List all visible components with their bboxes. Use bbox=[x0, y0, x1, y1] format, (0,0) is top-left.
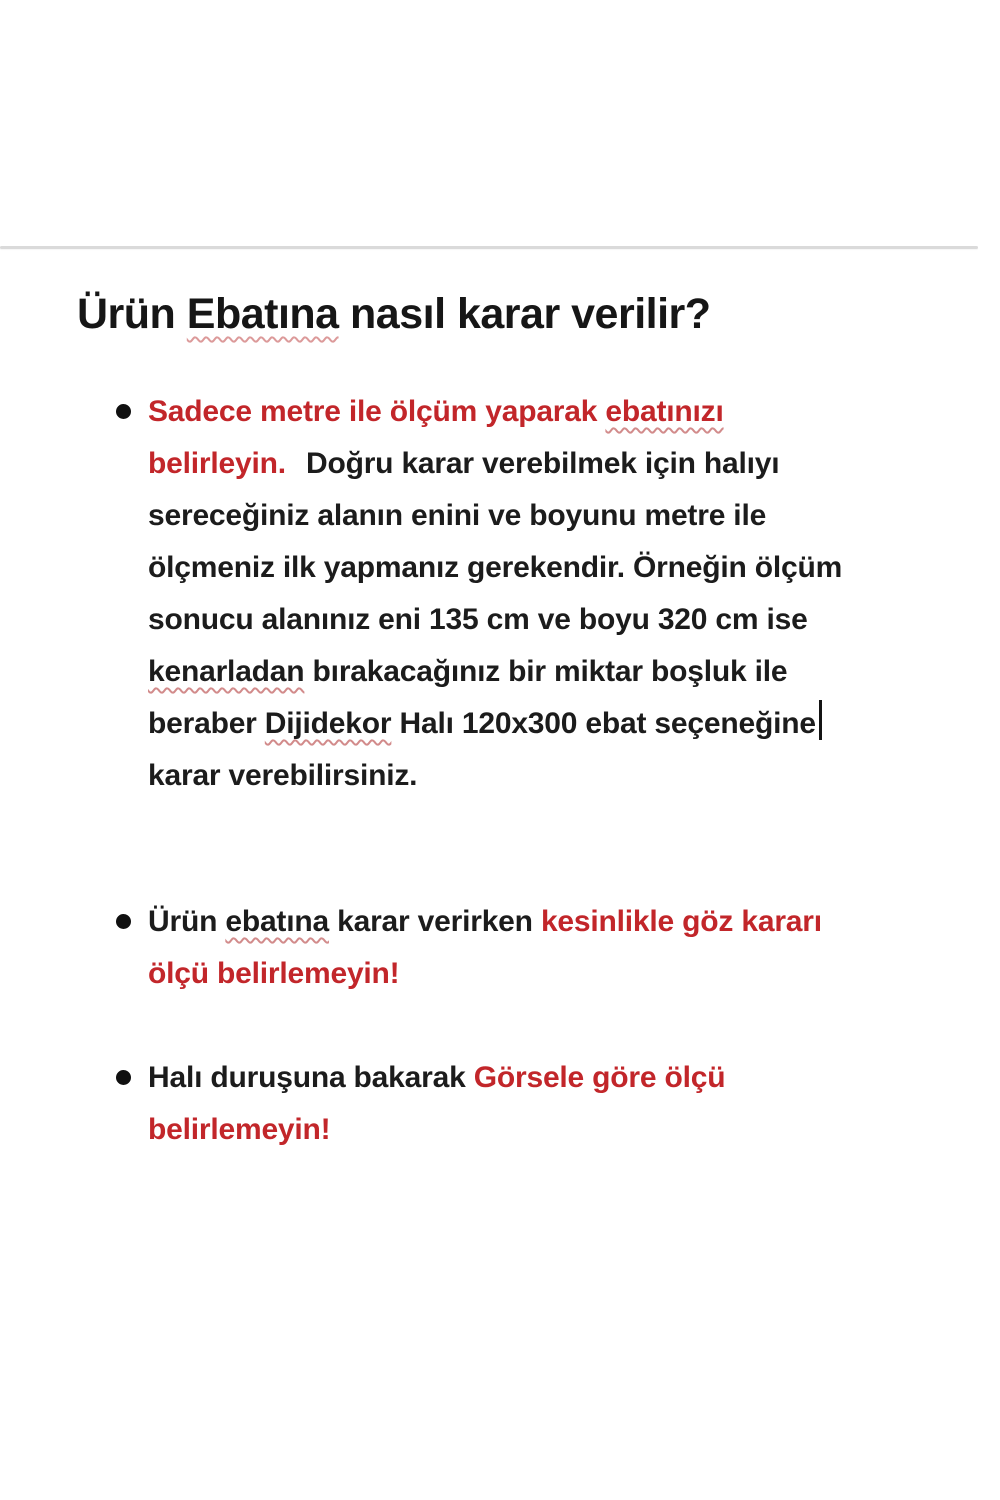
text-line bbox=[148, 896, 960, 948]
text-segment: sereceğiniz alanın enini ve boyunu metre ile bbox=[148, 499, 767, 532]
text-segment: Ürün bbox=[148, 905, 226, 938]
spellcheck-word: ebatınızı bbox=[605, 395, 724, 428]
bullet-dot-icon bbox=[116, 914, 131, 929]
bullet-list bbox=[80, 386, 960, 1156]
horizontal-divider bbox=[0, 246, 978, 249]
text-line bbox=[148, 646, 960, 698]
text-segment: karar verirken bbox=[328, 905, 541, 938]
text-line bbox=[148, 490, 960, 542]
text-line bbox=[148, 594, 960, 646]
text-line bbox=[148, 542, 960, 594]
text-segment: belirleyin. bbox=[148, 447, 286, 480]
text-line bbox=[148, 1052, 960, 1104]
page-title bbox=[77, 288, 711, 342]
text-segment: Sadece metre ile ölçüm yaparak bbox=[148, 395, 606, 428]
spellcheck-word: kenarladan bbox=[148, 655, 305, 688]
text-line bbox=[148, 1104, 960, 1156]
text-line bbox=[148, 698, 960, 750]
bullet-item-no-visual-measuring bbox=[80, 1052, 960, 1156]
text-segment: Doğru karar verebilmek için halıyı bbox=[297, 447, 780, 480]
spellcheck-word: ebatına bbox=[225, 905, 329, 938]
text-segment: ölçmeniz ilk yapmanız gerekendir. Örneğin ölçüm bbox=[148, 551, 843, 584]
spellcheck-word: Dijidekor bbox=[264, 707, 392, 740]
bullet-dot-icon bbox=[116, 1070, 131, 1085]
bullet-item-measure-instructions bbox=[80, 386, 960, 802]
bullet-dot-icon bbox=[116, 404, 131, 419]
text-segment: ölçü belirlemeyin! bbox=[148, 957, 400, 990]
text-segment: Görsele göre ölçü bbox=[473, 1061, 726, 1094]
bullet-item-no-eyeball-measuring bbox=[80, 896, 960, 1000]
text-line bbox=[148, 438, 960, 490]
title-text: Ürün bbox=[77, 290, 187, 338]
text-line bbox=[148, 750, 960, 802]
text-segment: karar verebilirsiniz. bbox=[148, 759, 418, 792]
text-line bbox=[148, 948, 960, 1000]
text-segment: sonucu alanınız eni 135 cm ve boyu 320 cm ise bbox=[148, 603, 808, 636]
text-segment: Halı duruşuna bakarak bbox=[148, 1061, 474, 1094]
text-segment: belirlemeyin! bbox=[148, 1113, 331, 1146]
title-text: nasıl karar verilir? bbox=[338, 290, 711, 338]
text-segment: beraber bbox=[148, 707, 265, 740]
title-spellcheck-word: Ebatına bbox=[186, 290, 339, 338]
text-segment: bırakacağınız bir miktar boşluk ile bbox=[304, 655, 788, 688]
text-line bbox=[148, 386, 960, 438]
text-segment: Halı 120x300 ebat seçeneğine bbox=[391, 707, 816, 740]
text-caret bbox=[819, 700, 822, 740]
text-segment: kesinlikle göz kararı bbox=[540, 905, 822, 938]
